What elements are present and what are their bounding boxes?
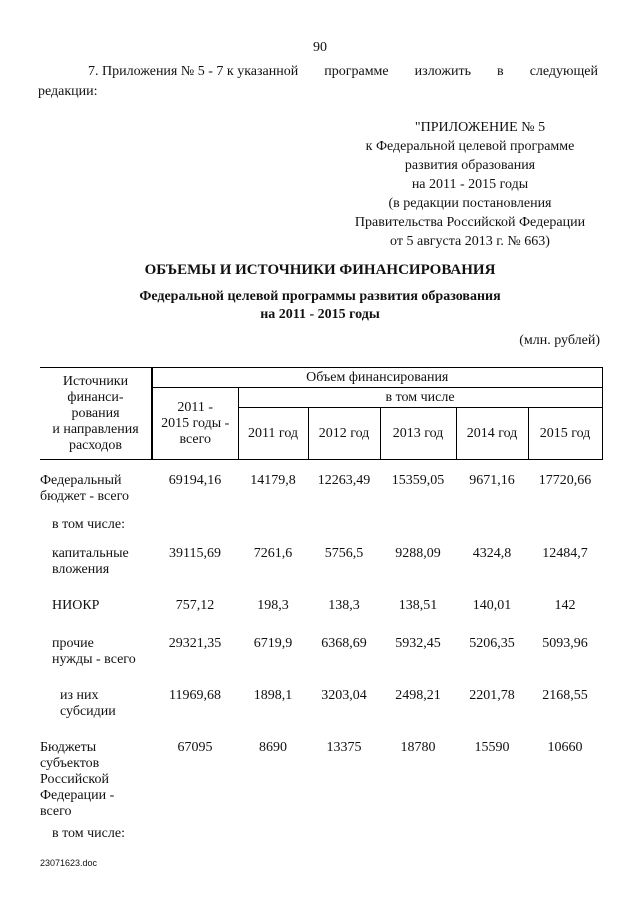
- header-source-line: Источники: [62, 373, 129, 389]
- footer-filename: 23071623.doc: [40, 858, 98, 868]
- cell-2011: 6719,9: [253, 635, 293, 651]
- page-number: 90: [313, 40, 327, 55]
- document-title: ОБЪЕМЫ И ИСТОЧНИКИ ФИНАНСИРОВАНИЯ: [144, 262, 496, 278]
- row-label-line: Бюджеты: [40, 739, 97, 755]
- cell-2011: 198,3: [257, 597, 289, 613]
- cell-2014: 15590: [474, 739, 510, 755]
- cell-2013: 9288,09: [395, 545, 441, 561]
- header-source-line: рования: [71, 405, 120, 421]
- header-source-line: финанси-: [67, 389, 124, 405]
- units-note: (млн. рублей): [519, 333, 600, 348]
- subtitle-line: на 2011 - 2015 годы: [260, 307, 380, 322]
- header-total-line: 2011 -: [177, 399, 214, 415]
- document-subtitle: [0, 288, 640, 324]
- table-row: [40, 512, 602, 540]
- header-total-line: всего: [179, 431, 212, 447]
- row-label-line: субъектов: [40, 755, 100, 771]
- row-label: [40, 630, 152, 682]
- row-label: [40, 682, 152, 734]
- cell-2015: 2168,55: [542, 687, 588, 703]
- cell-2011: 8690: [259, 739, 287, 755]
- row-label-line: всего: [40, 803, 72, 819]
- header-total-line: 2015 годы -: [161, 415, 230, 431]
- header-year: 2011 год: [238, 408, 308, 460]
- paragraph-word: следующей: [529, 64, 598, 79]
- cell-2011: 1898,1: [253, 687, 293, 703]
- row-label-line: Российской: [40, 771, 109, 787]
- header-year: 2013 год: [380, 408, 456, 460]
- header-year: 2015 год: [528, 408, 602, 460]
- cell-2012: 3203,04: [321, 687, 367, 703]
- cell-2012: 138,3: [328, 597, 360, 613]
- cell-2012: 12263,49: [317, 473, 371, 488]
- subtitle-line: Федеральной целевой программы развития образования: [139, 289, 501, 304]
- paragraph-word: изложить: [414, 64, 471, 79]
- cell-2015: 12484,7: [542, 545, 588, 561]
- financing-table: [40, 367, 603, 848]
- header-source-line: расходов: [68, 437, 123, 453]
- row-label-line: вложения: [52, 561, 110, 577]
- cell-2013: 18780: [400, 739, 436, 755]
- paragraph-line: редакции:: [38, 84, 98, 99]
- row-label-line: нужды - всего: [52, 651, 136, 667]
- cell-2013: 15359,05: [391, 473, 445, 488]
- cell-total: 29321,35: [168, 635, 222, 651]
- cell-2014: 4324,8: [472, 545, 512, 561]
- row-label-line: субсидии: [60, 703, 116, 719]
- cell-2014: 5206,35: [469, 635, 515, 651]
- row-label: [40, 540, 152, 592]
- header-source: [40, 368, 152, 460]
- header-year: 2014 год: [456, 408, 528, 460]
- paragraph-word: 7. Приложения № 5 - 7 к указанной: [88, 64, 299, 79]
- row-label: НИОКР: [52, 597, 100, 613]
- cell-2011: 7261,6: [253, 545, 293, 561]
- table-row: [40, 824, 602, 848]
- cell-2014: 9671,16: [469, 473, 515, 488]
- cell-2011: 14179,8: [250, 473, 296, 488]
- appendix-line: (в редакции постановления: [388, 196, 552, 211]
- row-label-line: Федеральный: [40, 473, 122, 488]
- cell-2014: 140,01: [472, 597, 512, 613]
- row-label-line: Федерации -: [40, 787, 115, 803]
- cell-total: 67095: [177, 739, 213, 755]
- paragraph-word: программе: [324, 64, 389, 79]
- header-including: в том числе: [238, 388, 602, 408]
- appendix-line: от 5 августа 2013 г. № 663): [390, 234, 550, 249]
- row-label: [40, 460, 152, 512]
- appendix-header: [340, 118, 600, 251]
- cell-total: 39115,69: [169, 545, 221, 561]
- table-row: [40, 460, 602, 512]
- cell-2015: 10660: [547, 739, 583, 755]
- cell-2013: 2498,21: [395, 687, 441, 703]
- row-label-line: бюджет - всего: [40, 489, 129, 504]
- appendix-line: к Федеральной целевой программе: [365, 139, 575, 154]
- cell-total: 69194,16: [168, 473, 222, 488]
- header-source-line: и направления: [52, 421, 139, 437]
- row-label: [40, 734, 152, 824]
- cell-2015: 142: [554, 597, 576, 613]
- cell-2012: 5756,5: [324, 545, 364, 561]
- table-row: [40, 682, 602, 734]
- cell-total: 757,12: [175, 597, 215, 613]
- table-row: [40, 630, 602, 682]
- cell-2013: 5932,45: [395, 635, 441, 651]
- row-label-line: из них: [60, 687, 99, 703]
- table-row: [40, 592, 602, 630]
- amendment-paragraph: [38, 62, 598, 102]
- appendix-line: развития образования: [404, 158, 536, 173]
- row-label: в том числе:: [52, 516, 125, 532]
- cell-2012: 6368,69: [321, 635, 367, 651]
- paragraph-word: в: [497, 64, 504, 79]
- appendix-line: Правительства Российской Федерации: [354, 215, 586, 230]
- cell-2013: 138,51: [398, 597, 438, 613]
- cell-2014: 2201,78: [469, 687, 515, 703]
- row-label-line: прочие: [52, 635, 94, 651]
- table-row: [40, 540, 602, 592]
- cell-2012: 13375: [326, 739, 362, 755]
- row-label-line: капитальные: [52, 545, 129, 561]
- table-row: [40, 734, 602, 824]
- cell-2015: 5093,96: [542, 635, 588, 651]
- header-volume: Объем финансирования: [152, 368, 602, 388]
- row-label: в том числе:: [52, 825, 125, 841]
- header-total: [152, 388, 238, 460]
- appendix-line: на 2011 - 2015 годы: [411, 177, 529, 192]
- appendix-line: "ПРИЛОЖЕНИЕ № 5: [414, 120, 546, 135]
- cell-2015: 17720,66: [538, 473, 592, 488]
- cell-total: 11969,68: [169, 687, 221, 703]
- header-year: 2012 год: [308, 408, 380, 460]
